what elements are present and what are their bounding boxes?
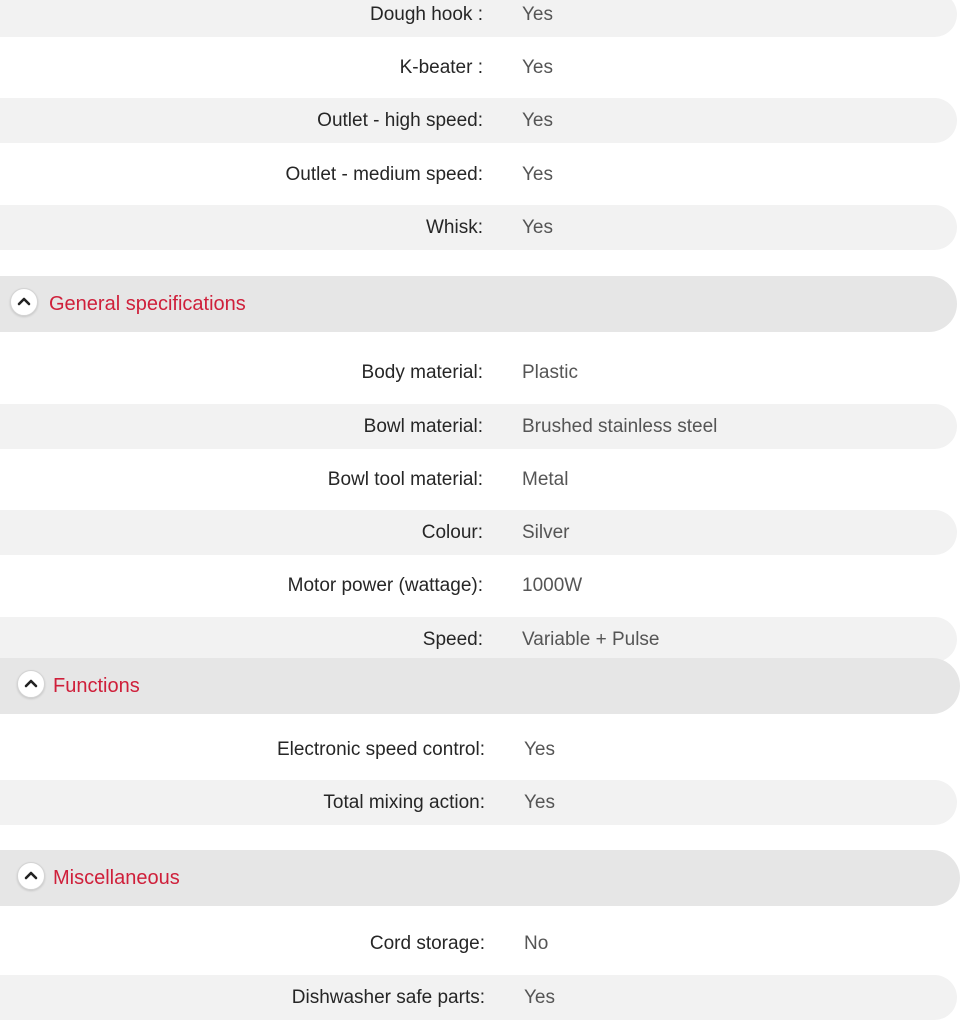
spec-label: Whisk: <box>426 217 483 238</box>
spec-value: Yes <box>522 4 553 25</box>
spec-row-k-beater <box>0 45 957 90</box>
spec-value: No <box>524 933 549 954</box>
section-title: Functions <box>53 675 140 697</box>
spec-label: K-beater : <box>399 57 483 78</box>
spec-label: Bowl tool material: <box>327 469 483 490</box>
section-header-general-specifications[interactable] <box>0 276 957 332</box>
spec-label: Outlet - high speed: <box>317 110 483 131</box>
chevron-up-icon[interactable] <box>10 288 38 316</box>
spec-row-speed <box>0 617 957 662</box>
spec-label: Bowl material: <box>363 416 483 437</box>
spec-row-cord-storage <box>0 921 957 966</box>
spec-label: Motor power (wattage): <box>287 575 483 596</box>
section-title: General specifications <box>49 293 246 315</box>
spec-value: Yes <box>524 987 555 1008</box>
spec-value: Yes <box>522 110 553 131</box>
spec-value: Brushed stainless steel <box>522 416 718 437</box>
spec-row-bowl-material <box>0 404 957 449</box>
spec-value: Yes <box>522 57 553 78</box>
spec-row-outlet-medium-speed <box>0 152 957 197</box>
spec-row-body-material <box>0 350 957 395</box>
spec-label: Electronic speed control: <box>276 739 485 760</box>
spec-value: Yes <box>524 792 555 813</box>
spec-value: 1000W <box>522 575 583 596</box>
spec-value: Variable + Pulse <box>522 629 660 650</box>
spec-label: Dough hook : <box>369 4 483 25</box>
spec-value: Metal <box>522 469 569 490</box>
chevron-up-icon[interactable] <box>17 862 45 890</box>
spec-label: Body material: <box>361 362 483 383</box>
spec-row-electronic-speed-control <box>0 727 957 772</box>
spec-row-total-mixing-action <box>0 780 957 825</box>
spec-label: Total mixing action: <box>323 792 485 813</box>
spec-value: Yes <box>524 739 555 760</box>
spec-row-whisk <box>0 205 957 250</box>
spec-row-dough-hook <box>0 0 957 37</box>
spec-value: Plastic <box>522 362 578 383</box>
spec-label: Colour: <box>421 522 483 543</box>
spec-value: Yes <box>522 164 553 185</box>
spec-label: Cord storage: <box>369 933 485 954</box>
section-header-miscellaneous[interactable] <box>0 850 960 906</box>
spec-row-dishwasher-safe-parts <box>0 975 957 1020</box>
chevron-up-icon[interactable] <box>17 670 45 698</box>
section-header-functions[interactable] <box>0 658 960 714</box>
spec-label: Speed: <box>422 629 483 650</box>
spec-row-outlet-high-speed <box>0 98 957 143</box>
spec-value: Silver <box>522 522 570 543</box>
spec-value: Yes <box>522 217 553 238</box>
section-title: Miscellaneous <box>53 867 180 889</box>
spec-row-motor-power <box>0 563 957 608</box>
spec-label: Dishwasher safe parts: <box>291 987 485 1008</box>
spec-label: Outlet - medium speed: <box>285 164 483 185</box>
spec-row-bowl-tool-material <box>0 457 957 502</box>
spec-row-colour <box>0 510 957 555</box>
